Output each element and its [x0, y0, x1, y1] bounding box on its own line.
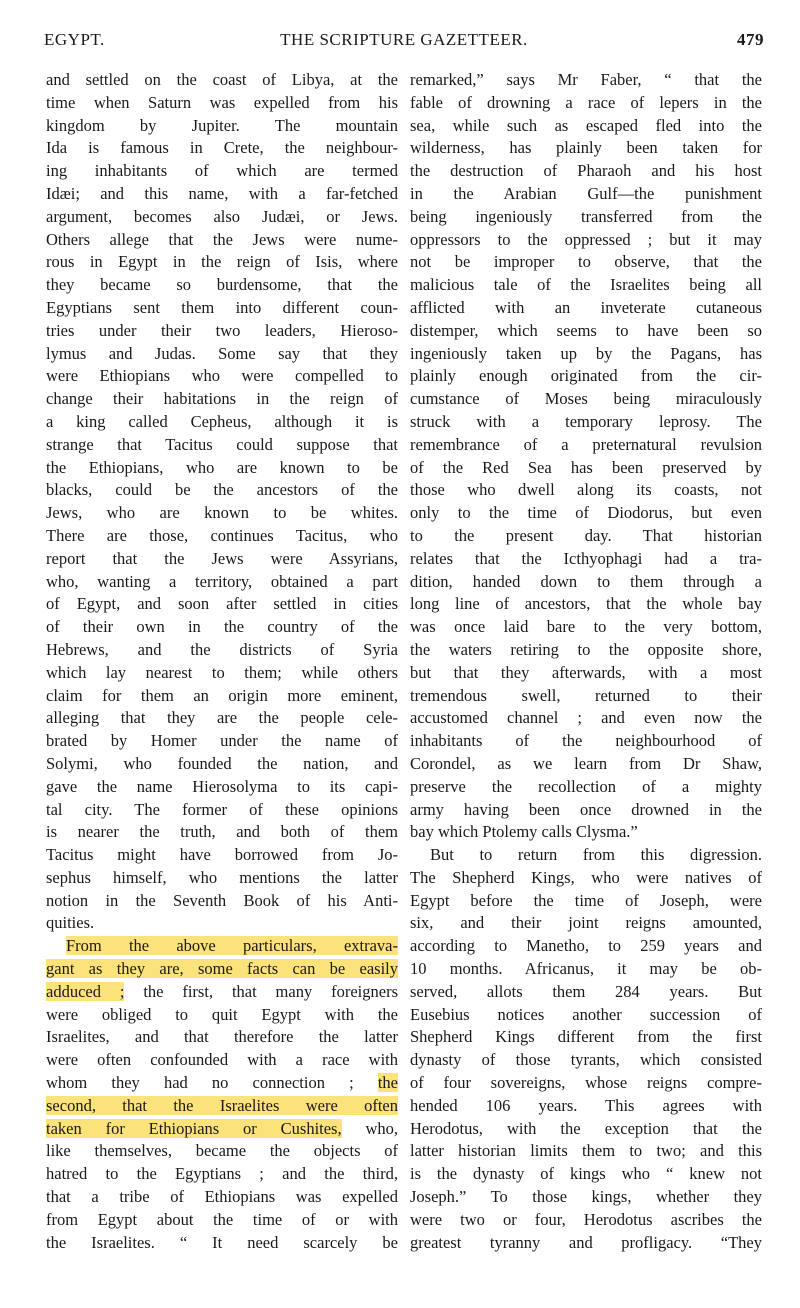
line-text: that a tribe of Ethiopians was expelled [46, 1187, 398, 1207]
line-text: long line of ancestors, that the whole bay [410, 594, 762, 614]
text-line [410, 1140, 762, 1163]
line-text: dynasty of those tyrants, which consisted [410, 1050, 762, 1070]
text-line [46, 844, 398, 867]
line-text: plainly enough originated from the cir- [410, 366, 762, 386]
line-text: time when Saturn was expelled from his [46, 92, 398, 112]
text-line [410, 251, 762, 274]
line-text: argument, becomes also Judæi, or Jews. [46, 206, 398, 226]
line-text: inhabitants of the neighbourhood of [410, 731, 762, 751]
line-text: tal city. The former of these opinions [46, 799, 398, 819]
line-text: only to the time of Diodorus, but even [410, 503, 762, 523]
text-line [410, 388, 762, 411]
text-line [410, 525, 762, 548]
line-text: being ingeniously transferred from the [410, 206, 762, 226]
line-text: fable of drowning a race of lepers in the [410, 92, 762, 112]
text-line [46, 502, 398, 525]
text-line [410, 320, 762, 343]
text-line [410, 616, 762, 639]
text-line [410, 206, 762, 229]
line-text: sea, while such as escaped fled into the [410, 115, 762, 135]
text-line [410, 844, 762, 867]
text-line [410, 1186, 762, 1209]
line-text: of Egypt, and soon after settled in cities [46, 594, 398, 614]
line-text: kingdom by Jupiter. The mountain [46, 115, 398, 135]
highlighted-text: the [377, 1073, 398, 1093]
text-line [46, 115, 398, 138]
line-text: ing inhabitants of which are termed [46, 161, 398, 181]
line-text: ingeniously taken up by the Pagans, has [410, 343, 762, 363]
text-line [46, 1209, 398, 1232]
line-text: wilderness, has plainly been taken for [410, 138, 762, 158]
text-line [410, 274, 762, 297]
text-line [410, 115, 762, 138]
text-line [410, 639, 762, 662]
line-text: quities. [46, 913, 95, 933]
text-line [46, 251, 398, 274]
text-line [46, 662, 398, 685]
text-line [46, 343, 398, 366]
line-text: report that the Jews were Assyrians, [46, 548, 398, 568]
line-text: afflicted with an inveterate cutaneous [410, 297, 762, 317]
line-text: army having been once drowned in the [410, 799, 762, 819]
text-line [410, 297, 762, 320]
line-text: the Ethiopians, who are known to be [46, 457, 398, 477]
text-line [410, 707, 762, 730]
text-line [410, 434, 762, 457]
line-text: whom they had no connection ; [46, 1073, 378, 1093]
text-line [410, 1004, 762, 1027]
text-line [46, 1049, 398, 1072]
line-text: six, and their joint reigns amounted, [410, 913, 762, 933]
text-line [410, 912, 762, 935]
highlighted-text: From the above particulars, extrava- [66, 936, 398, 956]
text-line [410, 137, 762, 160]
line-text: Shepherd Kings different from the first [410, 1027, 762, 1047]
line-text: Corondel, as we learn from Dr Shaw, [410, 753, 762, 773]
highlighted-text: gant as they are, some facts can be easily [46, 959, 398, 979]
line-text: Ida is famous in Crete, the neighbour- [46, 138, 398, 158]
line-text: were obliged to quit Egypt with the [46, 1004, 398, 1024]
text-line [410, 1118, 762, 1141]
line-text: of four sovereigns, whose reigns compre- [410, 1073, 762, 1093]
line-text: Solymi, who founded the nation, and [46, 753, 398, 773]
text-line [410, 411, 762, 434]
text-line [410, 1049, 762, 1072]
text-line [410, 1163, 762, 1186]
text-line [46, 457, 398, 480]
line-text: but that they afterwards, with a most [410, 662, 762, 682]
line-text: the waters retiring to the opposite shore, [410, 639, 762, 659]
line-text: Egypt before the time of Joseph, were [410, 890, 762, 910]
line-text: But to return from this digression. [430, 845, 762, 865]
text-line [46, 1026, 398, 1049]
line-text: Egyptians sent them into different coun- [46, 297, 398, 317]
line-text: Tacitus might have borrowed from Jo- [46, 845, 398, 865]
line-text: in the Arabian Gulf—the punishment [410, 183, 762, 203]
line-text: strange that Tacitus could suppose that [46, 434, 398, 454]
line-text: Israelites, and that therefore the latter [46, 1027, 398, 1047]
line-text: rous in Egypt in the reign of Isis, where [46, 252, 398, 272]
text-line [410, 160, 762, 183]
line-text: dition, handed down to them through a [410, 571, 762, 591]
text-line [410, 365, 762, 388]
text-line [46, 434, 398, 457]
text-line [46, 274, 398, 297]
text-line [46, 981, 398, 1004]
line-text: sephus himself, who mentions the latter [46, 867, 398, 887]
line-text: which lay nearest to them; while others [46, 662, 398, 682]
highlighted-text: adduced ; [46, 981, 125, 1001]
line-text: remembrance of a preternatural revulsion [410, 434, 762, 454]
text-line [46, 229, 398, 252]
line-text: the Israelites. “ It need scarcely be [46, 1232, 398, 1252]
text-line [410, 958, 762, 981]
line-text: notion in the Seventh Book of his Anti- [46, 890, 398, 910]
text-line [46, 1186, 398, 1209]
highlighted-text: taken for Ethiopians or Cushites, [46, 1118, 342, 1138]
text-line [46, 821, 398, 844]
line-text: were often confounded with a race with [46, 1050, 398, 1070]
text-line [46, 958, 398, 981]
text-line [46, 160, 398, 183]
line-text: were two or four, Herodotus ascribes the [410, 1209, 762, 1229]
line-text: tries under their two leaders, Hieroso- [46, 320, 398, 340]
text-line [46, 1163, 398, 1186]
line-text: latter historian limits them to two; and this [410, 1141, 762, 1161]
text-line [410, 799, 762, 822]
line-text: change their habitations in the reign of [46, 389, 398, 409]
running-header [44, 30, 764, 54]
text-line [410, 548, 762, 571]
text-line [410, 981, 762, 1004]
line-text: were Ethiopians who were compelled to [46, 366, 398, 386]
text-line [410, 229, 762, 252]
line-text: those who dwell along its coasts, not [410, 480, 762, 500]
text-line [46, 707, 398, 730]
text-line [410, 753, 762, 776]
line-text: The Shepherd Kings, who were natives of [410, 867, 762, 887]
text-line [46, 411, 398, 434]
right-column [410, 69, 762, 1254]
line-text: 10 months. Africanus, it may be ob- [410, 959, 762, 979]
line-text: Others allege that the Jews were nume- [46, 229, 398, 249]
line-text: Joseph.” To those kings, whether they [410, 1187, 762, 1207]
book-title: THE SCRIPTURE GAZETTEER. [280, 30, 528, 49]
text-line [410, 1095, 762, 1118]
text-line [46, 685, 398, 708]
line-text: gave the name Hierosolyma to its capi- [46, 776, 398, 796]
line-text: and settled on the coast of Libya, at the [46, 70, 398, 89]
line-text: was once laid bare to the very bottom, [410, 617, 762, 637]
text-line [46, 69, 398, 92]
line-text: Idæi; and this name, with a far-fetched [46, 183, 398, 203]
line-text: oppressors to the oppressed ; but it may [410, 229, 762, 249]
line-text: is nearer the truth, and both of them [46, 822, 398, 842]
line-text: tremendous swell, returned to their [410, 685, 762, 705]
line-text: Hebrews, and the districts of Syria [46, 639, 398, 659]
text-line [410, 890, 762, 913]
text-line [410, 457, 762, 480]
text-line [410, 1072, 762, 1095]
text-line [46, 1072, 398, 1095]
line-text: Herodotus, with the exception that the [410, 1118, 762, 1138]
line-text: to the present day. That historian [410, 525, 762, 545]
text-line [410, 662, 762, 685]
text-line [46, 890, 398, 913]
left-column [46, 69, 398, 1254]
line-text: not be improper to observe, that the [410, 252, 762, 272]
text-line [46, 1095, 398, 1118]
text-line [410, 479, 762, 502]
text-line [410, 935, 762, 958]
text-line [410, 571, 762, 594]
line-text: hended 106 years. This agrees with [410, 1095, 762, 1115]
text-line [46, 1232, 398, 1255]
line-text: of their own in the country of the [46, 617, 398, 637]
text-line [410, 821, 762, 844]
line-text: There are those, continues Tacitus, who [46, 525, 398, 545]
text-line [46, 525, 398, 548]
line-text: Jews, who are known to be whites. [46, 503, 398, 523]
text-line [410, 92, 762, 115]
text-line [410, 1232, 762, 1255]
line-text: of the Red Sea has been preserved by [410, 457, 762, 477]
text-line [46, 1140, 398, 1163]
line-text: malicious tale of the Israelites being all [410, 275, 762, 295]
text-line [46, 365, 398, 388]
line-text: is the dynasty of kings who “ knew not [410, 1164, 762, 1184]
text-line [46, 571, 398, 594]
text-line [46, 137, 398, 160]
text-line [410, 867, 762, 890]
text-line [46, 92, 398, 115]
text-line [46, 206, 398, 229]
text-line [46, 867, 398, 890]
line-text: distemper, which seems to have been so [410, 320, 762, 340]
text-line [46, 912, 398, 935]
line-text: a king called Cepheus, although it is [46, 411, 398, 431]
text-line [46, 1118, 398, 1141]
line-text: blacks, could be the ancestors of the [46, 480, 398, 500]
line-text: claim for them an origin more eminent, [46, 685, 398, 705]
line-text: hatred to the Egyptians ; and the third, [46, 1164, 398, 1184]
line-text: who, [341, 1118, 398, 1138]
text-line [410, 730, 762, 753]
text-line [410, 593, 762, 616]
line-text: the destruction of Pharaoh and his host [410, 161, 762, 181]
text-line [46, 616, 398, 639]
text-line [46, 297, 398, 320]
line-text: relates that the Icthyophagi had a tra- [410, 548, 762, 568]
line-text: struck with a temporary leprosy. The [410, 411, 762, 431]
text-line [46, 388, 398, 411]
text-line [410, 1026, 762, 1049]
text-line [46, 639, 398, 662]
line-text: lymus and Judas. Some say that they [46, 343, 398, 363]
text-line [46, 753, 398, 776]
text-line [46, 776, 398, 799]
line-text: greatest tyranny and profligacy. “They [410, 1232, 762, 1252]
line-text: cumstance of Moses being miraculously [410, 389, 762, 409]
text-line [46, 730, 398, 753]
text-line [410, 1209, 762, 1232]
text-line [410, 183, 762, 206]
text-line [46, 935, 398, 958]
line-text: Eusebius notices another succession of [410, 1004, 762, 1024]
line-text: who, wanting a territory, obtained a part [46, 571, 398, 591]
text-line [46, 320, 398, 343]
text-line [46, 479, 398, 502]
text-line [410, 685, 762, 708]
line-text: like themselves, became the objects of [46, 1141, 398, 1161]
section-title: EGYPT. [44, 30, 105, 49]
text-line [46, 1004, 398, 1027]
text-line [410, 343, 762, 366]
line-text: remarked,” says Mr Faber, “ that the [410, 70, 762, 89]
text-line [46, 548, 398, 571]
line-text: preserve the recollection of a mighty [410, 776, 762, 796]
text-line [46, 593, 398, 616]
line-text: alleging that they are the people cele- [46, 708, 398, 728]
line-text: accustomed channel ; and even now the [410, 708, 762, 728]
line-text: they became so burdensome, that the [46, 275, 398, 295]
text-line [410, 69, 762, 92]
highlighted-text: second, that the Israelites were often [46, 1095, 398, 1115]
line-text: from Egypt about the time of or with [46, 1209, 398, 1229]
text-line [46, 799, 398, 822]
text-line [410, 776, 762, 799]
page-number: 479 [737, 30, 764, 49]
line-text: the first, that many foreigners [124, 981, 398, 1001]
text-line [410, 502, 762, 525]
line-text: served, allots them 284 years. But [410, 981, 762, 1001]
text-line [46, 183, 398, 206]
line-text: bay which Ptolemy calls Clysma.” [410, 822, 638, 842]
line-text: according to Manetho, to 259 years and [410, 936, 762, 956]
line-text: brated by Homer under the name of [46, 731, 398, 751]
